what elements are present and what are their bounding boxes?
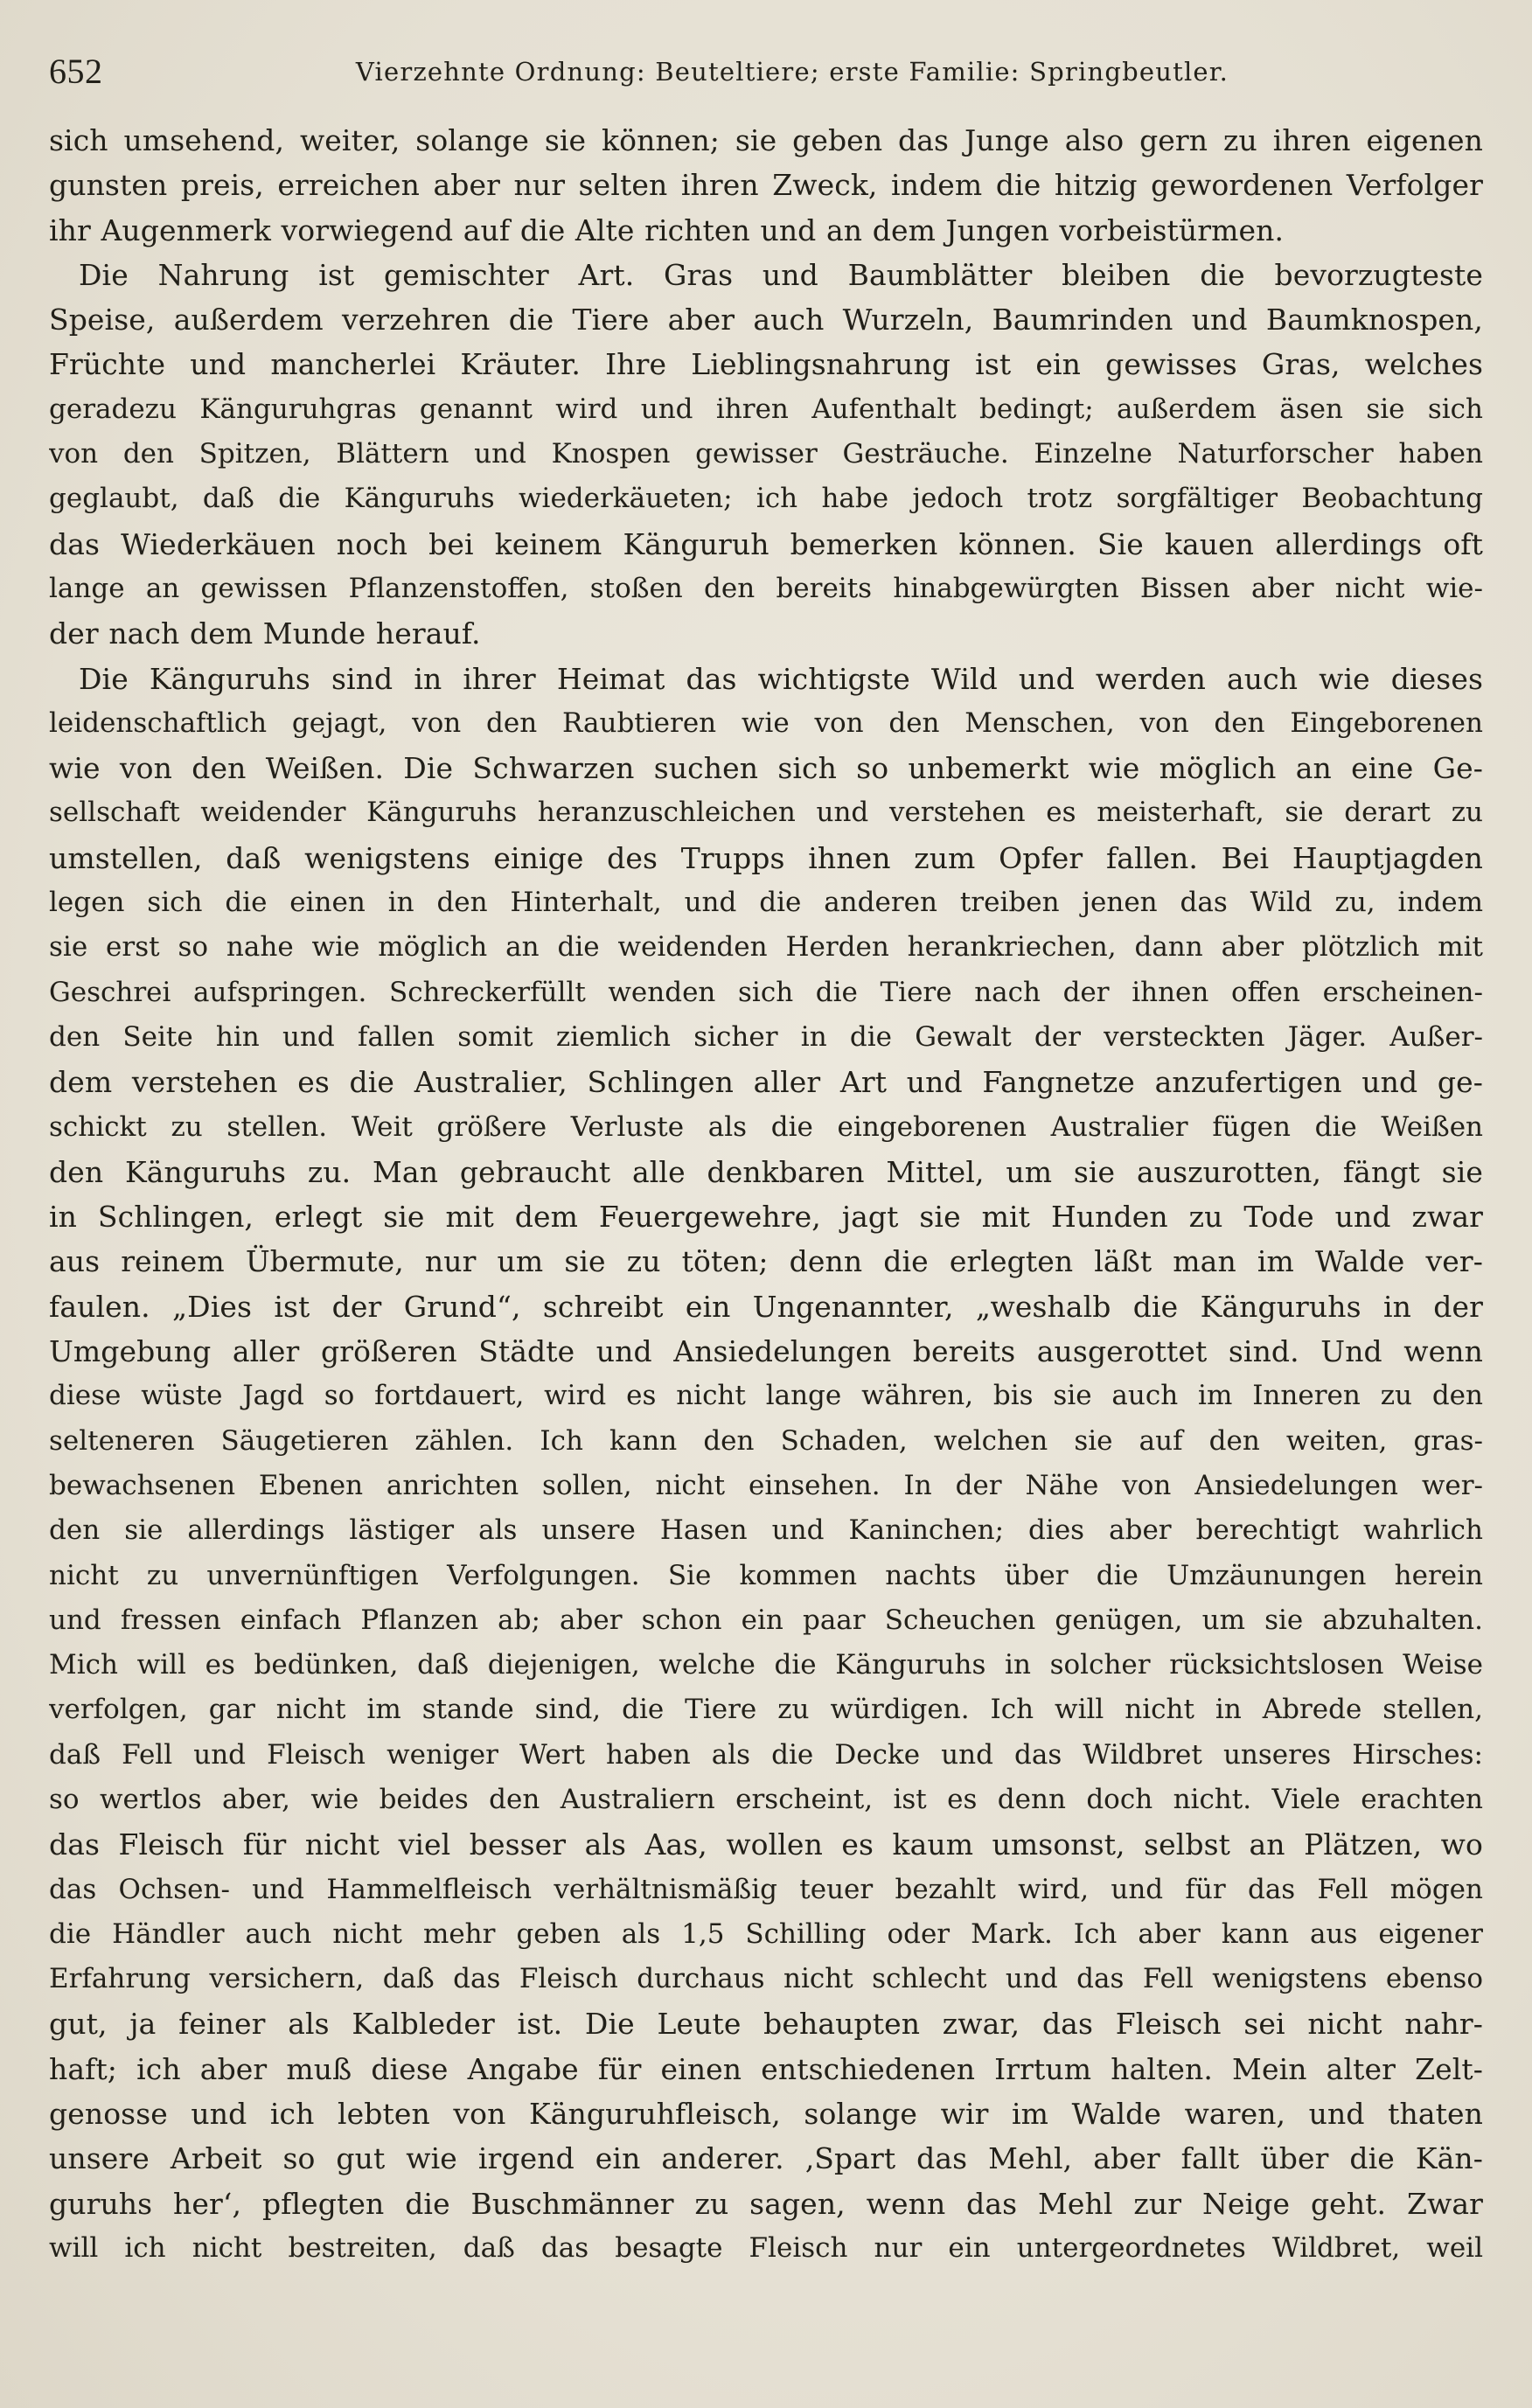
text-line: daß Fell und Fleisch weniger Wert haben als die Decke und das Wildbret unseres Hirsches: bbox=[49, 1738, 1483, 1771]
text-line: sellschaft weidender Känguruhs heranzuschleichen und verstehen es meisterhaft, sie derart zu bbox=[49, 797, 1483, 829]
text-line: aus reinem Übermute, nur um sie zu töten; denn die erlegten läßt man im Walde ver- bbox=[49, 1244, 1483, 1279]
text-line: die Händler auch nicht mehr geben als 1,5 Schilling oder Mark. Ich aber kann aus eigener bbox=[49, 1917, 1483, 1950]
text-line: in Schlingen, erlegt sie mit dem Feuergewehre, jagt sie mit Hunden zu Tode und zwar bbox=[49, 1200, 1483, 1235]
text-line: den sie allerdings lästiger als unsere Hasen und Kaninchen; dies aber berechtigt wahrlich bbox=[49, 1514, 1483, 1547]
text-line: lange an gewissen Pflanzenstoffen, stoßen den bereits hinabgewürgten Bissen aber nicht wie- bbox=[49, 572, 1483, 604]
text-line: leidenschaftlich gejagt, von den Raubtieren wie von den Menschen, von den Eingeborenen bbox=[49, 706, 1483, 739]
text-line: so wertlos aber, wie beides den Australiern erscheint, ist es denn doch nicht. Viele erachten bbox=[49, 1783, 1483, 1815]
text-line: bewachsenen Ebenen anrichten sollen, nicht einsehen. In der Nähe von Ansiedelungen wer- bbox=[49, 1469, 1483, 1501]
text-line: den Seite hin und fallen somit ziemlich sicher in die Gewalt der versteckten Jäger. Außer- bbox=[49, 1020, 1483, 1053]
text-line: das Wiederkäuen noch bei keinem Känguruh bemerken können. Sie kauen allerdings oft bbox=[49, 526, 1483, 561]
text-line: wie von den Weißen. Die Schwarzen suchen sich so unbemerkt wie möglich an eine Ge- bbox=[49, 751, 1483, 786]
text-line: geradezu Känguruhgras genannt wird und ihren Aufenthalt bedingt; außerdem äsen sie sich bbox=[49, 393, 1483, 425]
running-head: Vierzehnte Ordnung: Beuteltiere; erste Familie: Springbeutler. bbox=[355, 57, 1229, 87]
text-line: umstellen, daß wenigstens einige des Trupps ihnen zum Opfer fallen. Bei Hauptjagden bbox=[49, 840, 1483, 875]
text-line: guruhs her‘, pflegten die Buschmänner zu sagen, wenn das Mehl zur Neige geht. Zwar bbox=[49, 2186, 1483, 2221]
text-line: gut, ja feiner als Kalbleder ist. Die Leute behaupten zwar, das Fleisch sei nicht nahr- bbox=[49, 2007, 1483, 2042]
text-line: nicht zu unvernünftigen Verfolgungen. Sie kommen nachts über die Umzäunungen herein bbox=[49, 1559, 1483, 1591]
text-line: sie erst so nahe wie möglich an die weidenden Herden herankriechen, dann aber plötzlich mit bbox=[49, 931, 1483, 964]
text-line: das Ochsen- und Hammelfleisch verhältnismäßig teuer bezahlt wird, und für das Fell mögen bbox=[49, 1873, 1483, 1905]
text-line: ihr Augenmerk vorwiegend auf die Alte richten und an dem Jungen vorbeistürmen. bbox=[49, 212, 1285, 247]
text-line: Mich will es bedünken, daß diejenigen, welche die Känguruhs in solcher rücksichtslosen Weise bbox=[49, 1649, 1483, 1681]
text-line: faulen. „Dies ist der Grund“, schreibt ein Ungenannter, „weshalb die Känguruhs in der bbox=[49, 1289, 1483, 1324]
text-line: den Känguruhs zu. Man gebraucht alle denkbaren Mittel, um sie auszurotten, fängt sie bbox=[49, 1154, 1483, 1189]
text-line: das Fleisch für nicht viel besser als Aas, wollen es kaum umsonst, selbst an Plätzen, wo bbox=[49, 1827, 1483, 1862]
text-line: der nach dem Munde herauf. bbox=[49, 616, 481, 651]
text-line: Speise, außerdem verzehren die Tiere aber auch Wurzeln, Baumrinden und Baumknospen, bbox=[49, 303, 1483, 338]
text-line: geglaubt, daß die Känguruhs wiederkäueten; ich habe jedoch trotz sorgfältiger Beobachtung bbox=[49, 483, 1483, 515]
page-header bbox=[49, 45, 1483, 98]
text-line: Umgebung aller größeren Städte und Ansiedelungen bereits ausgerottet sind. Und wenn bbox=[49, 1334, 1483, 1369]
text-line: von den Spitzen, Blättern und Knospen gewisser Gesträuche. Einzelne Naturforscher haben bbox=[49, 438, 1483, 470]
text-line: will ich nicht bestreiten, daß das besagte Fleisch nur ein untergeordnetes Wildbret, weil bbox=[49, 2231, 1483, 2264]
text-line: schickt zu stellen. Weit größere Verluste als die eingeborenen Australier fügen die Weißen bbox=[49, 1110, 1483, 1143]
text-line: dem verstehen es die Australier, Schlingen aller Art und Fangnetze anzufertigen und ge- bbox=[49, 1065, 1483, 1100]
text-line: Geschrei aufspringen. Schreckerfüllt wenden sich die Tiere nach der ihnen offen erscheinen- bbox=[49, 976, 1483, 1008]
paragraph-start-line: Die Nahrung ist gemischter Art. Gras und Baumblätter bleiben die bevorzugteste bbox=[79, 257, 1483, 292]
text-line: haft; ich aber muß diese Angabe für einen entschiedenen Irrtum halten. Mein alter Zelt- bbox=[49, 2051, 1483, 2086]
text-line: sich umsehend, weiter, solange sie können; sie geben das Junge also gern zu ihren eigenen bbox=[49, 123, 1483, 157]
text-line: Früchte und mancherlei Kräuter. Ihre Lieblingsnahrung ist ein gewisses Gras, welches bbox=[49, 347, 1483, 382]
text-line: legen sich die einen in den Hinterhalt, und die anderen treiben jenen das Wild zu, indem bbox=[49, 887, 1483, 919]
text-line: diese wüste Jagd so fortdauert, wird es nicht lange währen, bis sie auch im Inneren zu den bbox=[49, 1380, 1483, 1412]
text-line: Erfahrung versichern, daß das Fleisch durchaus nicht schlecht und das Fell wenigstens ebenso bbox=[49, 1963, 1483, 1995]
text-line: unsere Arbeit so gut wie irgend ein anderer. ‚Spart das Mehl, aber fallt über die Kän- bbox=[49, 2141, 1483, 2176]
body-text bbox=[49, 118, 1483, 2271]
text-line: selteneren Säugetieren zählen. Ich kann den Schaden, welchen sie auf den weiten, gras- bbox=[49, 1424, 1483, 1457]
text-line: verfolgen, gar nicht im stande sind, die Tiere zu würdigen. Ich will nicht in Abrede stellen, bbox=[49, 1694, 1483, 1726]
text-line: gunsten preis, erreichen aber nur selten ihren Zweck, indem die hitzig gewordenen Verfolger bbox=[49, 168, 1483, 203]
paragraph-start-line: Die Känguruhs sind in ihrer Heimat das wichtigste Wild und werden auch wie dieses bbox=[79, 661, 1483, 696]
page-number: 652 bbox=[49, 52, 103, 91]
text-line: genosse und ich lebten von Känguruhfleisch, solange wir im Walde waren, und thaten bbox=[49, 2097, 1483, 2132]
text-line: und fressen einfach Pflanzen ab; aber schon ein paar Scheuchen genügen, um sie abzuhalten. bbox=[49, 1604, 1483, 1636]
